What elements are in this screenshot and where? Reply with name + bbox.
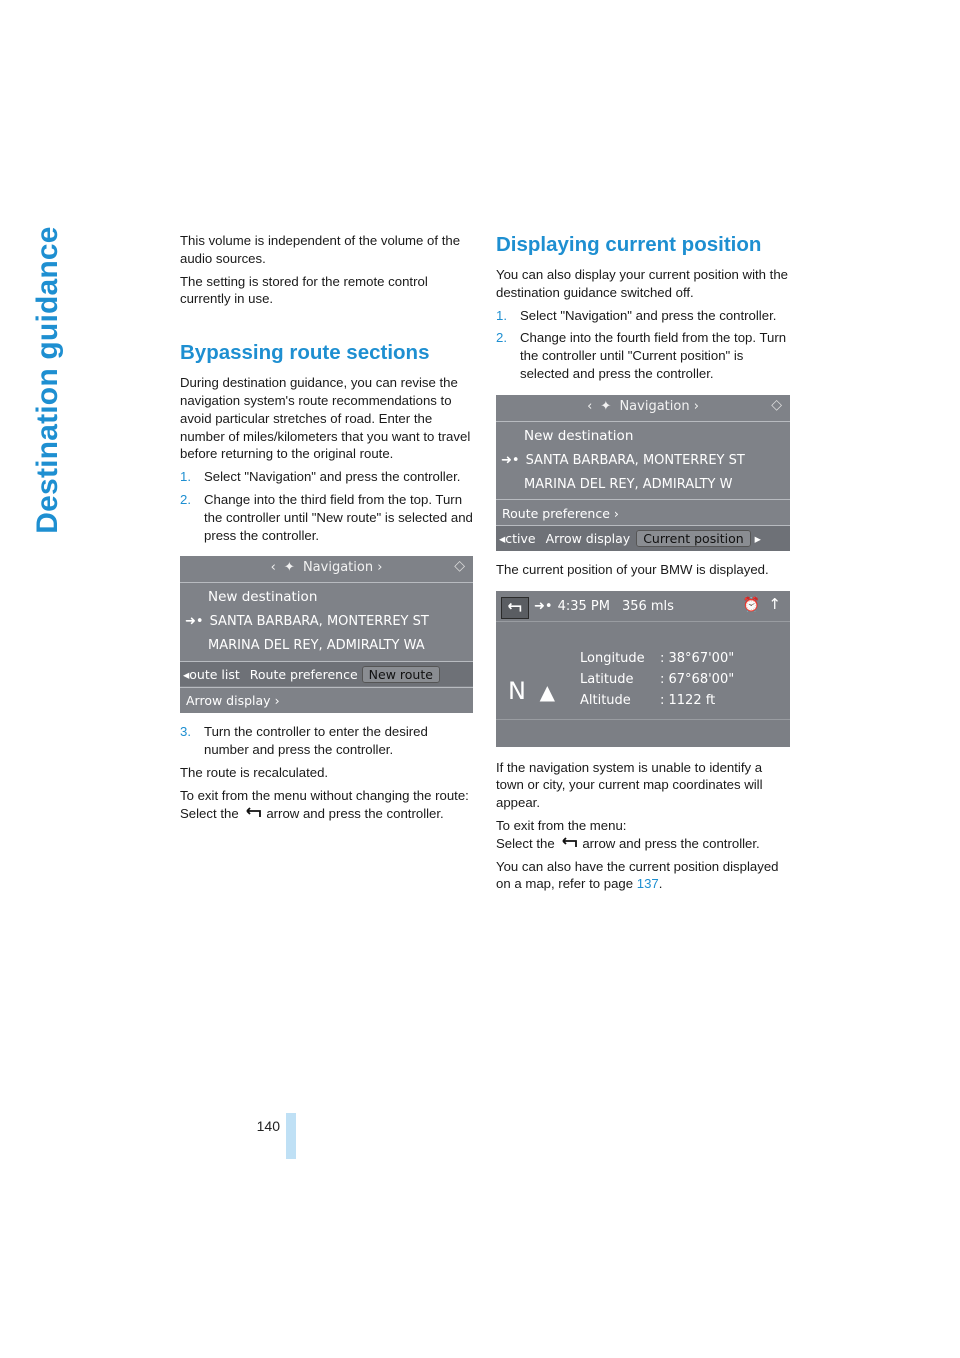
menu-route-preference: Route preference (249, 667, 358, 683)
divider (180, 582, 473, 583)
step-item (180, 723, 474, 759)
step-item (180, 468, 474, 486)
screenshot-current-position (496, 591, 790, 747)
paragraph (496, 858, 790, 894)
chevron-left-icon: ‹ (270, 560, 276, 576)
heading-current-position: Displaying current position (496, 233, 762, 256)
page-number: 140 (256, 1118, 280, 1134)
arrow-display-row (186, 692, 473, 710)
screen-header: Navigation (619, 398, 690, 414)
altitude-value: : 1122 ft (660, 692, 716, 708)
chevron-right-icon: › (377, 560, 383, 576)
screenshot-new-route (180, 556, 473, 713)
menu-current-position-selected: Current position (636, 530, 750, 547)
chevron-right-icon: › (613, 505, 619, 521)
distance-display: 356 mls (621, 598, 674, 614)
longitude-value: : 38°67'00" (660, 650, 735, 666)
step-text: Select "Navigation" and press the controller. (520, 307, 777, 323)
time-display: 4:35 PM (557, 598, 610, 614)
destination-1: SANTA BARBARA, MONTERREY ST (525, 452, 745, 468)
screenshot-current-position-menu (496, 395, 790, 551)
screen-navbar (180, 559, 473, 577)
paragraph: To exit from the menu without changing the route: (180, 787, 469, 803)
section-title-text: Destination guidance (31, 226, 64, 534)
page-link[interactable]: 137 (636, 876, 659, 892)
text-span: . (658, 876, 663, 892)
divider (496, 421, 790, 422)
page-marker-bar (286, 1113, 296, 1159)
destination-1: SANTA BARBARA, MONTERREY ST (209, 614, 429, 630)
satellite-icon: ✦ (600, 398, 612, 414)
screen-header: Navigation (302, 560, 374, 576)
paragraph: You can also display your current position with the destination guidance switched off. (496, 267, 789, 300)
text-span: Select the (180, 805, 239, 821)
new-destination-item: New destination (524, 427, 634, 444)
arrow-up-icon: ↑ (768, 594, 781, 613)
menu-route-list: oute list (189, 667, 240, 683)
route-arrow-icon: ➜• (534, 598, 553, 614)
route-arrow-icon: ➜• (185, 614, 204, 630)
step-number: 2. (496, 330, 507, 346)
right-column (496, 232, 790, 898)
destination-2: MARINA DEL REY, ADMIRALTY W (524, 476, 733, 492)
menu-scroll-left-icon: ◂ (183, 667, 190, 683)
menu-new-route-selected: New route (362, 666, 440, 683)
destination-row (501, 452, 790, 470)
paragraph: If the navigation system is unable to identify a town or city, your current map coordinates will appear. (496, 759, 763, 811)
steps-list (180, 723, 474, 759)
back-arrow-icon (506, 602, 524, 614)
altitude-row (580, 692, 790, 710)
step-item (496, 329, 790, 382)
divider (496, 621, 790, 622)
back-arrow-icon (244, 807, 264, 819)
chevron-right-icon: › (693, 398, 699, 414)
paragraph (496, 835, 790, 853)
chevron-right-icon: › (274, 693, 280, 709)
arrow-display-item: Arrow display (186, 693, 271, 709)
step-item (496, 307, 790, 325)
left-column (180, 232, 474, 827)
route-arrow-icon: ➜• (501, 452, 520, 468)
step-number: 1. (496, 307, 507, 323)
back-arrow-icon (560, 837, 580, 849)
altitude-label: Altitude (580, 692, 631, 708)
north-arrow-icon: ▲ (539, 679, 555, 704)
longitude-label: Longitude (580, 650, 645, 666)
new-destination-item: New destination (208, 589, 318, 606)
text-span: arrow and press the controller. (582, 835, 760, 851)
latitude-row (580, 671, 790, 689)
step-item (180, 491, 474, 544)
latitude-value: : 67°68'00" (660, 671, 735, 687)
chevron-left-icon: ‹ (587, 398, 593, 414)
step-text: Change into the fourth field from the top. Turn the controller until "Current position" is selected and press the controller. (520, 330, 787, 381)
menu-row (180, 662, 473, 686)
menu-scroll-left-icon: ◂ (499, 530, 506, 546)
menu-row-content (183, 666, 473, 684)
paragraph: The setting is stored for the remote control currently in use. (180, 273, 428, 307)
dpad-icon: ◇ (771, 396, 782, 413)
paragraph: To exit from the menu: (496, 817, 627, 833)
dpad-icon: ◇ (454, 558, 465, 575)
screen-navbar (496, 398, 790, 416)
text-span: arrow and press the controller. (266, 805, 444, 821)
paragraph: This volume is independent of the volume of the audio sources. (180, 233, 461, 266)
paragraph: The route is recalculated. (180, 764, 329, 780)
heading-bypassing-route: Bypassing route sections (180, 341, 430, 365)
step-number: 2. (180, 491, 191, 507)
back-button (501, 597, 529, 619)
latitude-label: Latitude (580, 671, 634, 687)
compass-north: N (508, 676, 526, 705)
menu-row (496, 526, 790, 551)
satellite-icon: ✦ (283, 560, 295, 576)
paragraph: During destination guidance, you can revise the navigation system's route recommendations to avoid particular stretches of road. Enter the number of miles/kilometers that you want to travel before returning to the original route. (180, 375, 471, 462)
step-text: Change into the third field from the top. Turn the controller until "New route" is selected and press the controller. (204, 491, 473, 543)
steps-list (180, 468, 474, 544)
step-text: Select "Navigation" and press the controller. (204, 469, 461, 485)
route-preference-row (502, 505, 790, 523)
steps-list (496, 307, 790, 383)
destination-2: MARINA DEL REY, ADMIRALTY WA (208, 638, 425, 654)
menu-active: ctive (505, 530, 536, 546)
menu-arrow-display: Arrow display (545, 530, 631, 546)
alarm-clock-icon: ⏰ (742, 596, 760, 613)
paragraph: The current position of your BMW is displayed. (496, 561, 769, 577)
step-number: 1. (180, 469, 191, 485)
paragraph (180, 805, 474, 823)
divider (496, 719, 790, 720)
text-span: You can also have the current position displayed on a map, refer to page (496, 858, 779, 892)
destination-row (185, 613, 473, 631)
step-number: 3. (180, 724, 191, 740)
divider (180, 687, 473, 688)
step-text: Turn the controller to enter the desired number and press the controller. (204, 724, 428, 758)
longitude-row (580, 650, 790, 668)
menu-scroll-right-icon: ▸ (754, 530, 761, 546)
menu-row-content (499, 530, 790, 548)
route-preference-item: Route preference (502, 505, 610, 521)
section-title (28, 215, 68, 545)
divider (496, 499, 790, 500)
text-span: Select the (496, 835, 555, 851)
